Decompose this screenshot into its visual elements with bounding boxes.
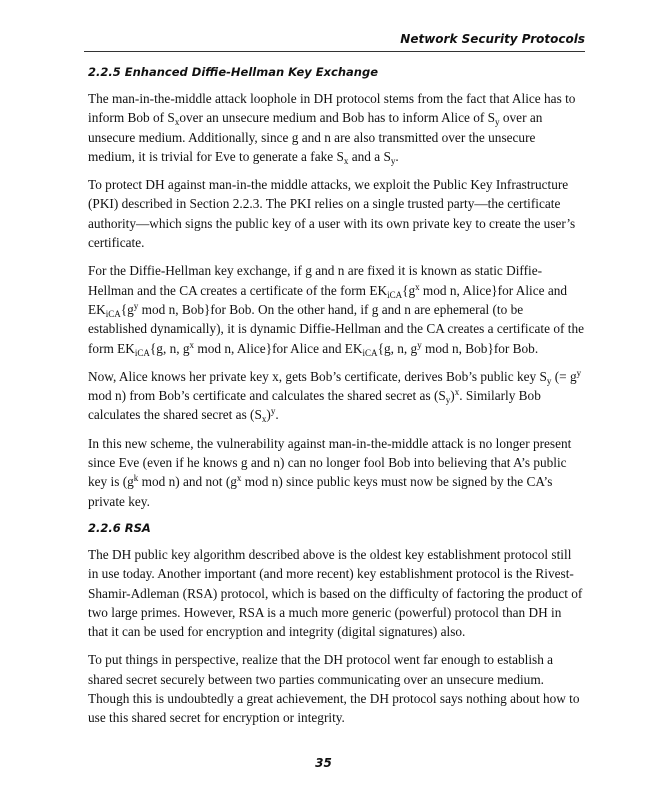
dh-paragraph-2: To protect DH against man-in-the middle attacks, we exploit the Public Key Infrastructure (PKI) described in Section 2.2.3. The PKI relies on a single trusted party—the certificate authority—which signs the public key of a user with its own private key to create the user’s certificate. xyxy=(88,177,576,251)
section-heading-dh: 2.2.5 Enhanced Diffie-Hellman Key Exchange xyxy=(88,65,378,79)
rsa-paragraph-1: The DH public key algorithm described above is the oldest key establishment protocol still in use today. Another important (and more recent) key establishment protocol is the Rivest-Shamir-Adleman (RSA) protocol, which is based on the difficulty of factoring the product of two large primes. However, RSA is a much more generic (powerful) protocol than DH in that it can be used for encryption and integrity (digital signatures) also. xyxy=(88,546,583,640)
header-rule xyxy=(84,51,585,52)
dh-paragraph-4: Now, Alice knows her private key x, gets Bob’s certificate, derives Bob’s public key $S_y$ (= $g^y$ mod n) from Bob’s certificate and calculates the shared secret as $(S_y)^x$. Similarly Bob calculates the shared secret as $(S_x)^y$. xyxy=(88,367,582,425)
dh-paragraph-5: In this new scheme, the vulnerability against man-in-the-middle attack is no longer present since Eve (even if he knows g and n) can no longer fool Bob into believing that A’s public key is ($g^k$ mod n) and not ($g^x$ mod n) since public keys must now be signed by the CA’s private key. xyxy=(88,435,572,509)
page-number: 35 xyxy=(315,756,332,770)
dh-paragraph-1: The man-in-the-middle attack loophole in DH protocol stems from the fact that Alice has to inform Bob of $S_xover$ an unsecure medium and Bob has to inform Alice of $S_y$ over an unsecure medium. Additionally, since g and n are also transmitted over the unsecure medium, it is trivial for Eve to generate a fake $S_x$ and a $S_y$. xyxy=(88,91,576,166)
running-head: Network Security Protocols xyxy=(400,32,585,46)
section-heading-rsa: 2.2.6 RSA xyxy=(88,520,151,535)
dh-paragraph-3: For the Diffie-Hellman key exchange, if g and n are fixed it is known as static Diffie-Hellman and the CA creates a certificate of the form $EK_{iCA}\{g^x$ mod n, Alice}for Alice and $EK_{iCA}\{g^y$ mod n, Bob}for Bob. On the other hand, if g and n are ephemeral (to be established dynamically), it is dynamic Diffie-Hellman and the CA creates a certificate of the form $EK_{iCA}\{g$, n, $g^x$ mod n, Alice}for Alice and $EK_{iCA}\{g$, n, $g^y$ mod n, Bob}for Bob. xyxy=(88,263,584,358)
page-body xyxy=(88,64,584,737)
rsa-paragraph-2: To put things in perspective, realize that the DH protocol went far enough to establish a shared secret securely between two parties communicating over an unsecure medium. Though this is undoubtedly a great achievement, the DH protocol says nothing about how to use this shared secret for encryption or integrity. xyxy=(88,652,580,726)
